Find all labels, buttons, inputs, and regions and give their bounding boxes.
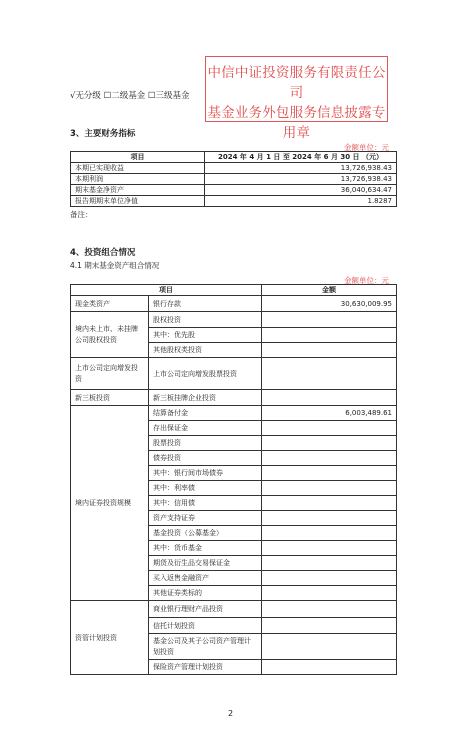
amount-cell [262, 451, 397, 466]
col-header-item: 项目 [71, 152, 205, 163]
amount-cell [262, 436, 397, 451]
item-cell: 银行存款 [149, 296, 262, 312]
stamp-line-2: 基金业务外包服务信息披露专用章 [207, 105, 386, 141]
row-value: 36,040,634.47 [205, 185, 397, 196]
amount-cell: 6,003,489.61 [262, 406, 397, 421]
item-cell: 其中：信用债 [149, 496, 262, 511]
row-label: 本期已实现收益 [71, 163, 205, 174]
item-cell: 其中：银行间市场债券 [149, 466, 262, 481]
item-cell: 基金公司及其子公司资产管理计划投资 [149, 634, 262, 660]
amount-cell [262, 601, 397, 618]
amount-cell [262, 496, 397, 511]
amount-cell [262, 343, 397, 358]
item-cell: 其他股权类投资 [149, 343, 262, 358]
category-cell: 上市公司定向增发投资 [71, 358, 149, 390]
item-cell: 结算备付金 [149, 406, 262, 421]
col-header-amount: 金额 [262, 285, 397, 296]
row-label: 报告期期末单位净值 [71, 196, 205, 207]
amount-cell [262, 634, 397, 660]
item-cell: 新三板挂牌企业投资 [149, 390, 262, 406]
col-header-period: 2024 年 4 月 1 日 至 2024 年 6 月 30 日 （元） [205, 152, 397, 163]
amount-cell [262, 511, 397, 526]
item-cell: 股权投资 [149, 312, 262, 328]
section3-note: 备注： [70, 210, 93, 219]
item-cell: 信托计划投资 [149, 618, 262, 634]
amount-cell [262, 390, 397, 406]
item-cell: 上市公司定向增发股票投资 [149, 358, 262, 390]
row-value: 1.8287 [205, 196, 397, 207]
asset-portfolio-table [70, 284, 397, 675]
section3-title: 3、主要财务指标 [70, 129, 136, 139]
section3-unit: 金额单位：元 [344, 143, 389, 152]
item-cell: 商业银行理财产品投资 [149, 601, 262, 618]
row-value: 13,726,938.43 [205, 174, 397, 185]
disclosure-seal-stamp [205, 56, 388, 141]
item-cell: 基金投资（公募基金） [149, 526, 262, 541]
item-cell: 期货及衍生品交易保证金 [149, 556, 262, 571]
row-value: 13,726,938.43 [205, 163, 397, 174]
item-cell: 其他证券类标的 [149, 586, 262, 601]
item-cell: 股票投资 [149, 436, 262, 451]
page-number: 2 [228, 709, 234, 718]
amount-cell [262, 312, 397, 328]
amount-cell [262, 571, 397, 586]
amount-cell [262, 421, 397, 436]
amount-cell [262, 358, 397, 390]
col-header-item: 项目 [71, 285, 262, 296]
amount-cell [262, 466, 397, 481]
amount-cell [262, 541, 397, 556]
category-cell: 境内证券投资规模 [71, 406, 149, 601]
item-cell: 其中：货币基金 [149, 541, 262, 556]
section4-subtitle: 4.1 期末基金资产组合情况 [70, 261, 160, 270]
item-cell: 其中：优先股 [149, 328, 262, 343]
section4-unit: 金额单位：元 [344, 276, 389, 285]
amount-cell: 30,630,009.95 [262, 296, 397, 312]
category-cell: 现金类资产 [71, 296, 149, 312]
amount-cell [262, 586, 397, 601]
amount-cell [262, 660, 397, 675]
item-cell: 买入返售金融资产 [149, 571, 262, 586]
section4-title: 4、投资组合情况 [70, 248, 136, 258]
item-cell: 债券投资 [149, 451, 262, 466]
item-cell: 其中：利率债 [149, 481, 262, 496]
item-cell: 资产支持证券 [149, 511, 262, 526]
amount-cell [262, 618, 397, 634]
row-label: 期末基金净资产 [71, 185, 205, 196]
stamp-line-1: 中信中证投资服务有限责任公司 [207, 65, 386, 101]
fund-classification-line: √无分级 ☐二级基金 ☐三级基金 [70, 91, 190, 101]
financial-indicators-table [70, 151, 397, 207]
amount-cell [262, 481, 397, 496]
amount-cell [262, 556, 397, 571]
item-cell: 保险资产管理计划投资 [149, 660, 262, 675]
category-cell: 新三板投资 [71, 390, 149, 406]
category-cell: 资管计划投资 [71, 601, 149, 675]
row-label: 本期利润 [71, 174, 205, 185]
category-cell: 境内未上市、未挂牌公司股权投资 [71, 312, 149, 358]
item-cell: 存出保证金 [149, 421, 262, 436]
amount-cell [262, 526, 397, 541]
amount-cell [262, 328, 397, 343]
